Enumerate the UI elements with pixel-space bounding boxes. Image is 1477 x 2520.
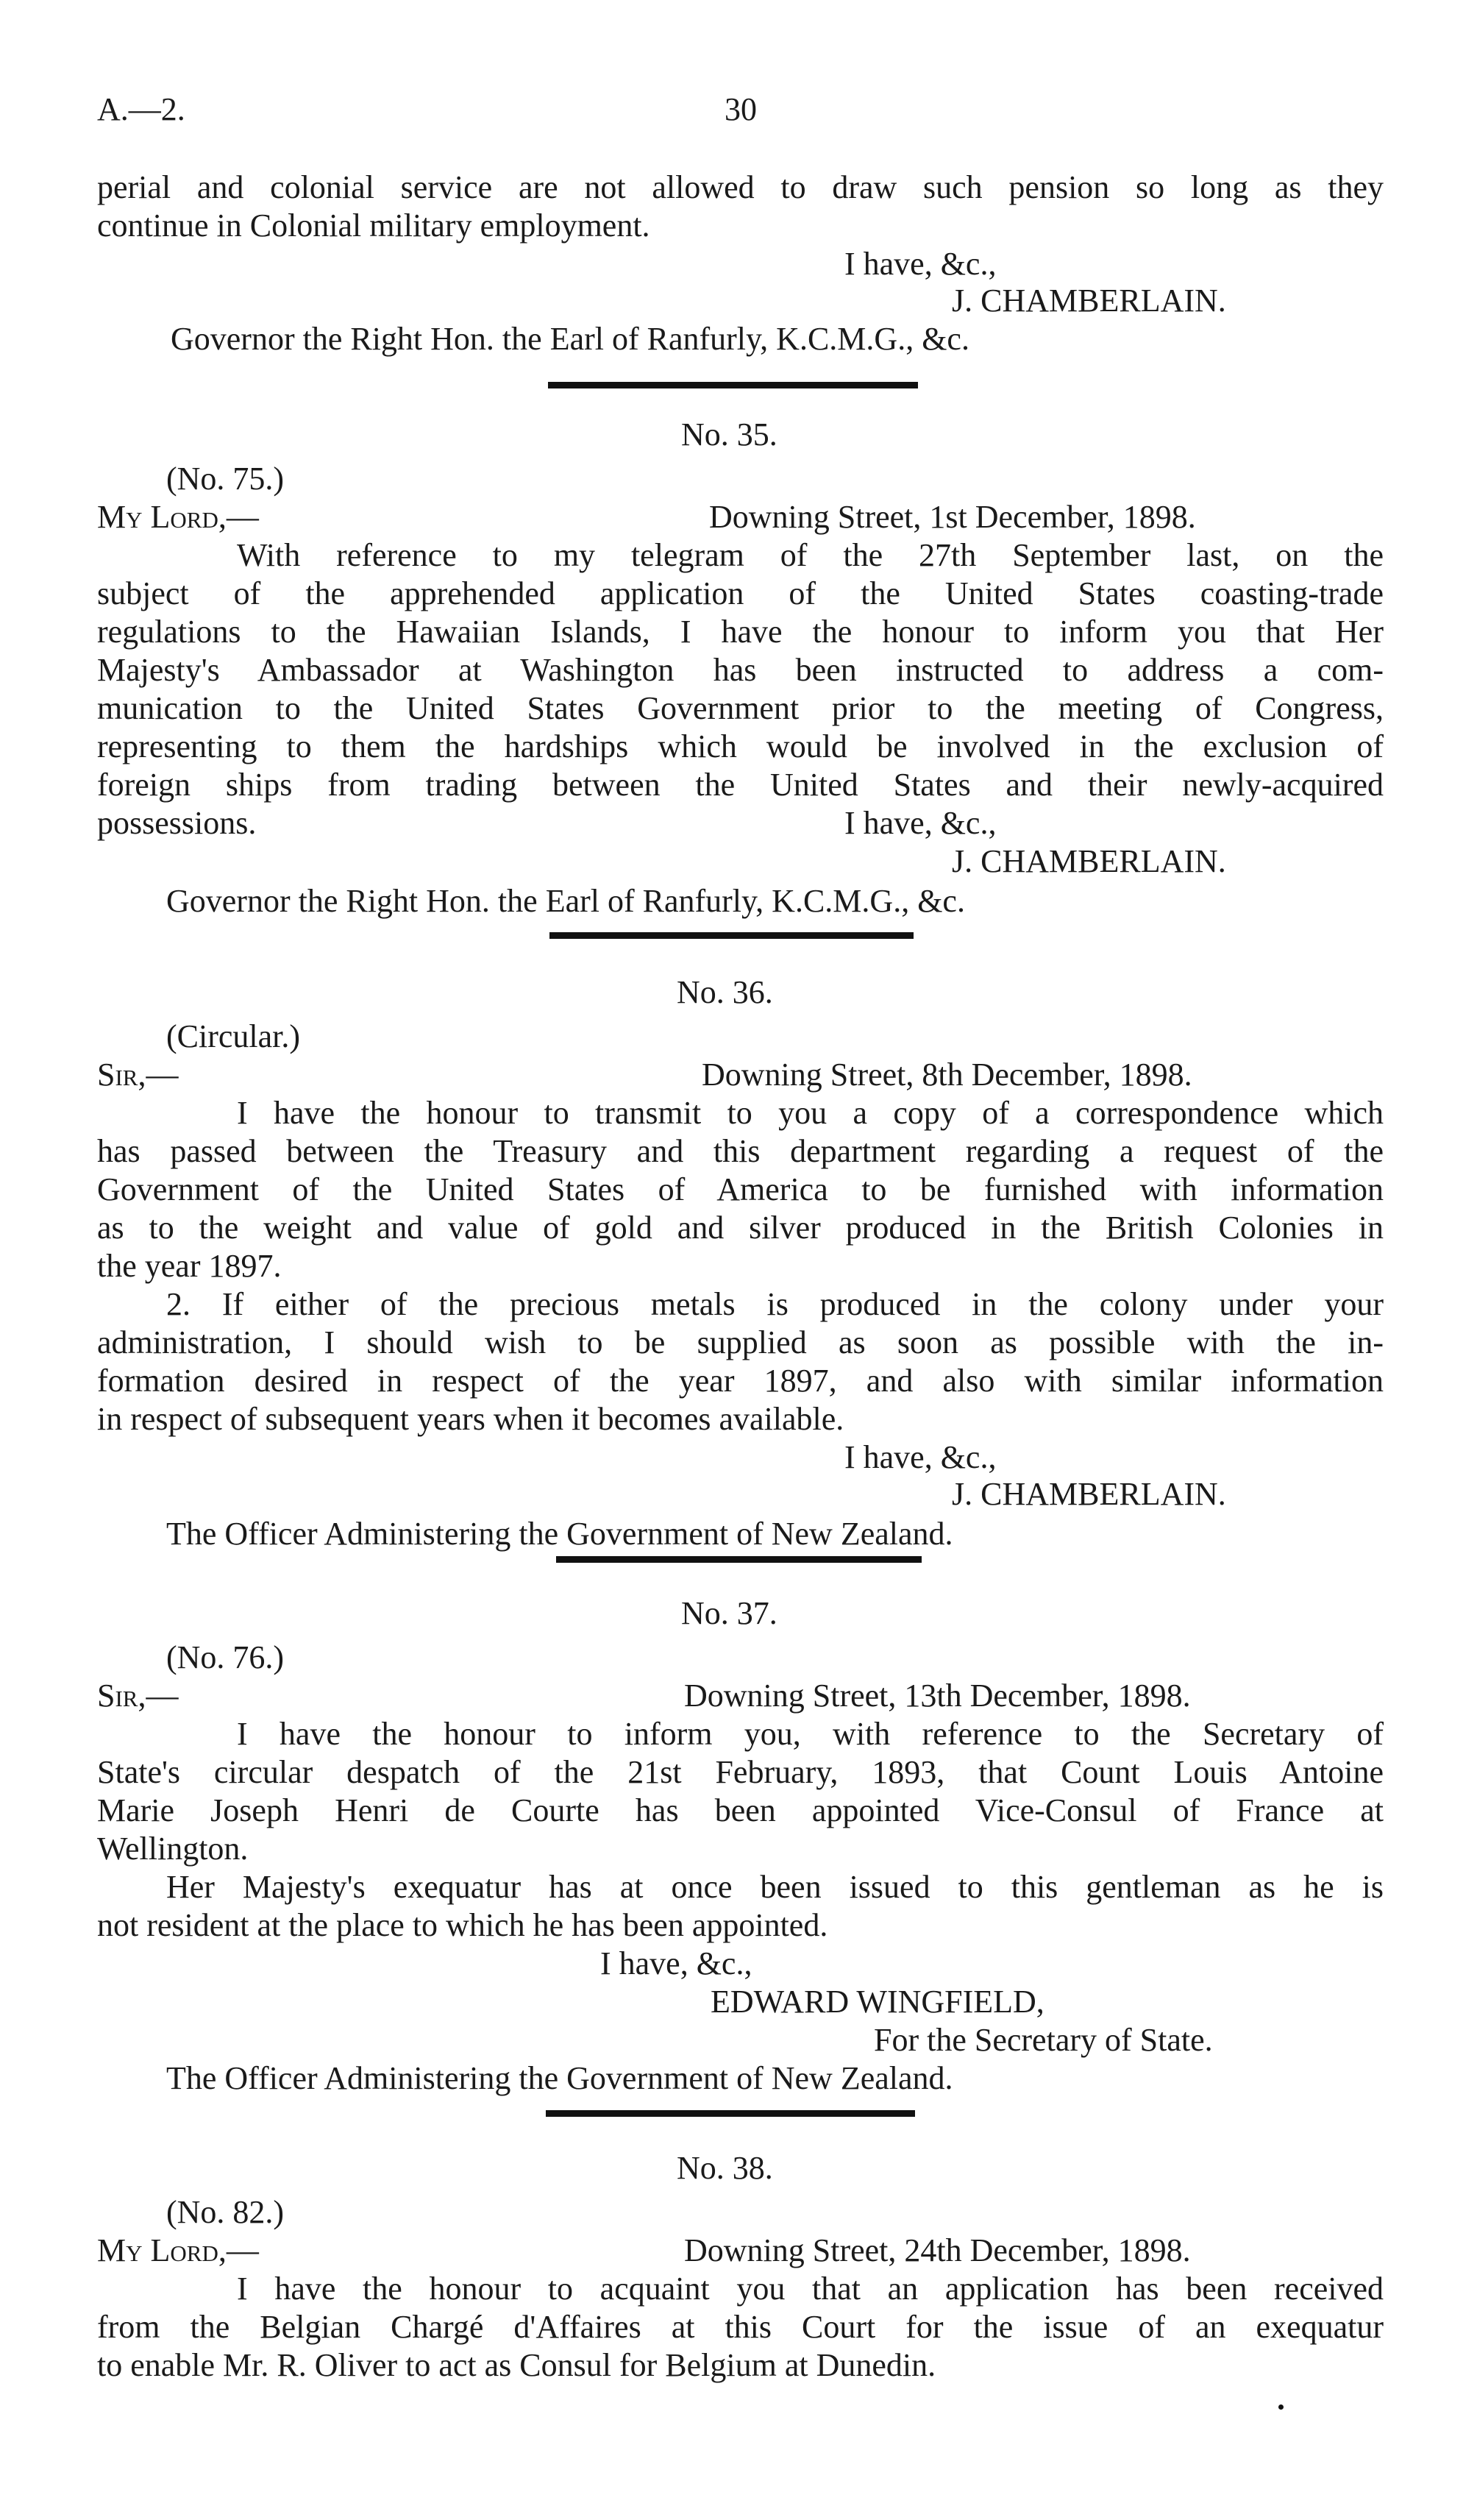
addressee: The Officer Administering the Government of New Zealand. [166, 1516, 953, 1552]
paragraph-line: to enable Mr. R. Oliver to act as Consul for Belgium at Dunedin. [97, 2347, 936, 2383]
letter-reference: (No. 75.) [166, 461, 285, 497]
dateline: Downing Street, 1st December, 1898. [709, 499, 1196, 535]
letter-number: No. 36. [677, 974, 773, 1010]
letter-number: No. 38. [677, 2150, 773, 2186]
letter-number: No. 37. [681, 1595, 777, 1631]
letter-reference: (Circular.) [166, 1018, 301, 1054]
dateline: Downing Street, 13th December, 1898. [684, 1678, 1191, 1714]
closing-formula: I have, &c., [844, 805, 997, 841]
paragraph-line: the year 1897. [97, 1248, 282, 1284]
salutation: Sir,— [97, 1678, 179, 1714]
paragraph-line: from the Belgian Chargé d'Affaires at this Court for the issue of an exequatur [97, 2309, 1384, 2345]
paragraph-line: foreign ships from trading between the United States and their newly-acquired [97, 767, 1384, 803]
paragraph-line: Marie Joseph Henri de Courte has been appointed Vice-Consul of France at [97, 1792, 1384, 1828]
salutation: Sir,— [97, 1057, 179, 1093]
paragraph-line: formation desired in respect of the year 1897, and also with similar information [97, 1363, 1384, 1399]
paragraph-line: perial and colonial service are not allowed to draw such pension so long as they [97, 169, 1384, 205]
paragraph-line: administration, I should wish to be supplied as soon as possible with the in- [97, 1324, 1384, 1360]
paragraph-line: Her Majesty's exequatur has at once been issued to this gentleman as he is [166, 1869, 1384, 1905]
paragraph-line: not resident at the place to which he has been appointed. [97, 1907, 828, 1943]
addressee: Governor the Right Hon. the Earl of Ranfurly, K.C.M.G., &c. [171, 321, 969, 357]
letter-reference: (No. 82.) [166, 2194, 285, 2230]
paragraph-line: representing to them the hardships which would be involved in the exclusion of [97, 728, 1384, 764]
signature-title: For the Secretary of State. [874, 2022, 1213, 2058]
paragraph-line: With reference to my telegram of the 27th September last, on the [237, 537, 1384, 573]
document-reference: A.—2. [97, 91, 185, 127]
paragraph-line: Government of the United States of America to be furnished with information [97, 1171, 1384, 1207]
section-divider [556, 1556, 922, 1563]
ink-speck [1278, 2404, 1284, 2410]
paragraph-line: continue in Colonial military employment. [97, 207, 650, 244]
paragraph-line: 2. If either of the precious metals is produced in the colony under your [166, 1286, 1384, 1322]
paragraph-line: Majesty's Ambassador at Washington has been instructed to address a com- [97, 652, 1384, 688]
page-number: 30 [725, 91, 757, 127]
section-divider [546, 2110, 915, 2117]
paragraph-line: I have the honour to acquaint you that an application has been received [237, 2271, 1384, 2307]
salutation: My Lord,— [97, 499, 259, 535]
addressee: The Officer Administering the Government of New Zealand. [166, 2060, 953, 2096]
signature: J. CHAMBERLAIN. [952, 843, 1226, 879]
letter-reference: (No. 76.) [166, 1639, 285, 1675]
signature: J. CHAMBERLAIN. [952, 1476, 1226, 1512]
dateline: Downing Street, 8th December, 1898. [702, 1057, 1192, 1093]
paragraph-line: as to the weight and value of gold and silver produced in the British Colonies in [97, 1210, 1384, 1246]
paragraph-line: munication to the United States Government prior to the meeting of Congress, [97, 690, 1384, 726]
paragraph-line: State's circular despatch of the 21st February, 1893, that Count Louis Antoine [97, 1754, 1384, 1790]
salutation: My Lord,— [97, 2232, 259, 2268]
addressee: Governor the Right Hon. the Earl of Ranfurly, K.C.M.G., &c. [166, 883, 965, 919]
paragraph-line: has passed between the Treasury and this department regarding a request of the [97, 1133, 1384, 1169]
closing-formula: I have, &c., [844, 1439, 997, 1475]
closing-formula: I have, &c., [600, 1945, 752, 1981]
paragraph-line: regulations to the Hawaiian Islands, I have the honour to inform you that Her [97, 614, 1384, 650]
dateline: Downing Street, 24th December, 1898. [684, 2232, 1191, 2268]
closing-formula: I have, &c., [844, 246, 997, 282]
paragraph-line: Wellington. [97, 1831, 249, 1867]
signature: EDWARD WINGFIELD, [711, 1984, 1044, 2020]
paragraph-line: I have the honour to inform you, with reference to the Secretary of [237, 1716, 1384, 1752]
paragraph-line: I have the honour to transmit to you a copy of a correspondence which [237, 1095, 1384, 1131]
signature: J. CHAMBERLAIN. [952, 283, 1226, 319]
section-divider [549, 932, 914, 939]
paragraph-line: in respect of subsequent years when it becomes available. [97, 1401, 844, 1437]
letter-number: No. 35. [681, 416, 777, 452]
paragraph-line: subject of the apprehended application of the United States coasting-trade [97, 575, 1384, 611]
paragraph-line: possessions. [97, 805, 257, 841]
section-divider [548, 382, 918, 388]
